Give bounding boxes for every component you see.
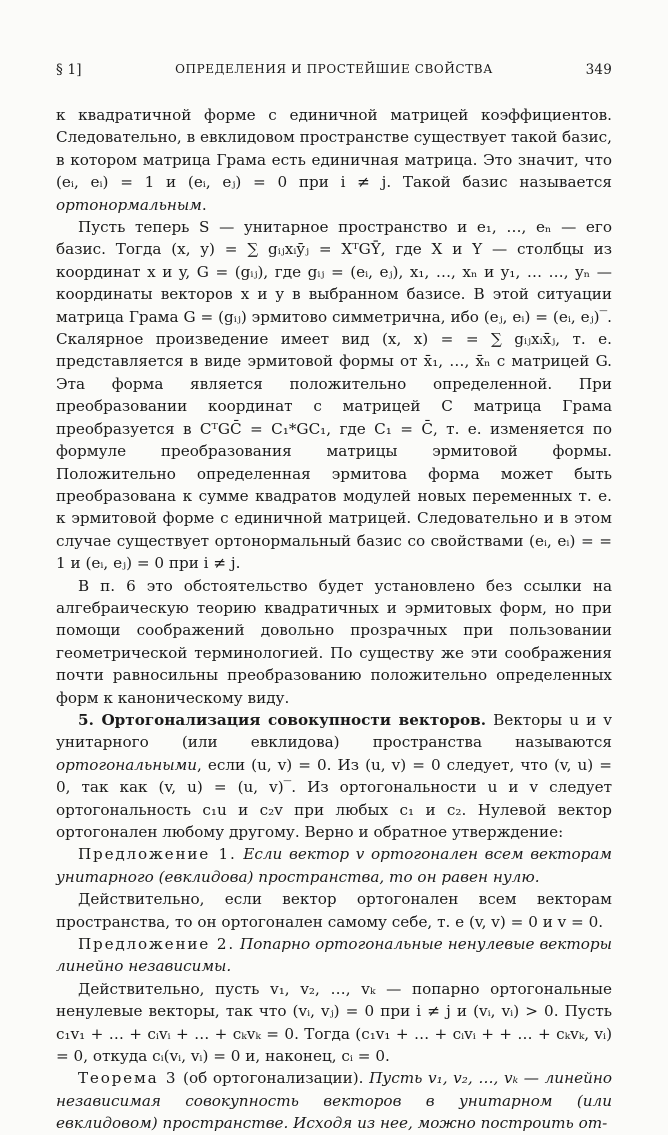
section-marker: § 1] xyxy=(56,62,82,78)
theorem-label: Теорема 3 xyxy=(78,1069,178,1088)
running-header xyxy=(56,62,612,82)
paragraph-remark: В п. 6 это обстоятельство будет установлено без ссылки на алгебраическую теорию квадратичных и эрмитовых форм, но при помощи соображений довольно прозрачных при пользовании геометрической терминологией. По существу же эти соображения почти равносильны преобразованию положительно определенных форм к каноническому виду. xyxy=(56,576,612,707)
running-title: ОПРЕДЕЛЕНИЯ И ПРОСТЕЙШИЕ СВОЙСТВА xyxy=(175,62,493,76)
theorem-title: (об ортогонализации). xyxy=(177,1069,370,1088)
proposition-label: Предложение 1. xyxy=(78,845,237,864)
section-heading: 5. Ортогонализация совокупности векторов. xyxy=(78,710,486,729)
proof-1: Действительно, если вектор ортогонален всем векторам пространства, то он ортогонален самому себе, т. е (v, v) = 0 и v = 0. xyxy=(56,890,612,931)
proposition-label: Предложение 2. xyxy=(78,935,236,954)
theorem-statement: Пусть v₁, v₂, …, vₖ — линейно независимая совокупность векторов в унитарном (или евклидовом) пространстве. Исходя из нее, можно построить от- xyxy=(56,1069,613,1133)
paragraph-text: к квадратичной форме с единичной матрицей коэффициентов. Следовательно, в евклидовом пространстве существует такой базис, в котором матрица Грама есть единичная матрица. Это значит, что (eᵢ, eᵢ) = 1 и (eᵢ, eⱼ) = 0 при i ≠ j. Такой базис называется xyxy=(56,106,612,192)
page-body xyxy=(56,104,612,1135)
paragraph-text: , если (u, v) = 0. Из (u, v) = 0 следует, что (v, u) = 0, так как (v, u) = (u, v)‾. Из ортогональности u и v следует ортогональность c₁u и c₂v при любых c₁ и c₂. Нулевой вектор ортогонален любому другому. Верно и обратное утверждение: xyxy=(56,755,612,841)
proposition-statement: Попарно ортогональные ненулевые векторы линейно независимы. xyxy=(56,935,612,976)
proposition-2 xyxy=(56,933,612,978)
term-orthogonal: ортогональными xyxy=(56,755,197,774)
paragraph-text: . xyxy=(201,195,207,214)
term-orthonormal: ортонормальным xyxy=(56,195,202,214)
proof-2: Действительно, пусть v₁, v₂, …, vₖ — попарно ортогональные ненулевые векторы, так что (vᵢ, vⱼ) = 0 при i ≠ j и (vᵢ, vᵢ) > 0. Пусть c₁v₁ + … + cᵢvᵢ + … + cₖvₖ = 0. Тогда (c₁v₁ + … + cᵢvᵢ + + … + cₖvₖ, vᵢ) = 0, откуда cᵢ(vᵢ, vᵢ) = 0 и, наконец, cᵢ = 0. xyxy=(56,979,612,1066)
paragraph-text: Векторы u и v унитарного (или евклидова) пространства называются xyxy=(56,710,612,752)
page-number: 349 xyxy=(585,62,612,78)
proposition-1 xyxy=(56,843,612,888)
paragraph-orthonormal-basis xyxy=(56,104,612,216)
theorem-3 xyxy=(56,1067,612,1134)
paragraph-unitary-space: Пусть теперь S — унитарное пространство и e₁, …, eₙ — его базис. Тогда (x, y) = ∑ gᵢⱼxᵢȳⱼ = XᵀGȲ, где X и Y — столбцы из координат x и y, G = (gᵢⱼ), где gᵢⱼ = (eᵢ, eⱼ), x₁, …, xₙ и y₁, … …, yₙ — координаты векторов x и y в выбранном базисе. В этой ситуации матрица Грама G = (gᵢⱼ) эрмитово симметрична, ибо (eⱼ, eᵢ) = (eᵢ, eⱼ)‾. Скалярное произведение имеет вид (x, x) = = ∑ gᵢⱼxᵢx̄ⱼ, т. е. представляется в виде эрмитовой формы от x̄₁, …, x̄ₙ с матрицей G. Эта форма является положительно определенной. При преобразовании координат с матрицей C матрица Грама преобразуется в CᵀGC̄ = C₁*GC₁, где C₁ = C̄, т. е. изменяется по формуле преобразования матрицы эрмитовой формы. Положительно определенная эрмитова форма может быть преобразована к сумме квадратов модулей новых переменных т. е. к эрмитовой форме с единичной матрицей. Следовательно и в этом случае существует ортонормальный базис со свойствами (eᵢ, eᵢ) = = 1 и (eᵢ, eⱼ) = 0 при i ≠ j. xyxy=(56,218,612,573)
paragraph-section-5 xyxy=(56,709,612,843)
proposition-statement: Если вектор v ортогонален всем векторам унитарного (евклидова) пространства, то он равен нулю. xyxy=(56,845,613,886)
